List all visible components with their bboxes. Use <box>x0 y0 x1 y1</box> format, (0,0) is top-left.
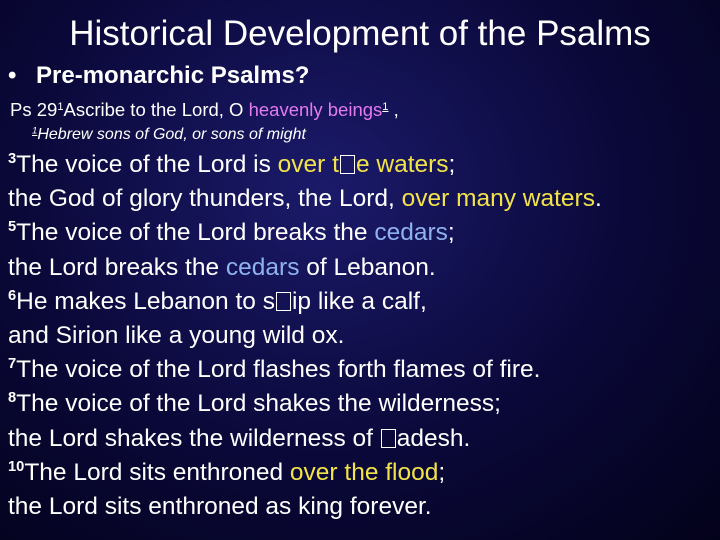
reference-trailing: , <box>388 99 399 120</box>
verse-number: 8 <box>8 390 17 407</box>
footnote-marker: 1 <box>382 100 389 113</box>
bullet-text: Pre-monarchic Psalms? <box>36 62 310 89</box>
footnote-text: Hebrew sons of God, or sons of might <box>37 126 306 143</box>
verse-number: 7 <box>8 356 17 373</box>
bullet-icon: • <box>8 62 17 89</box>
verse-text: the Lord sits enthroned as king forever. <box>8 492 432 520</box>
verse-block <box>8 148 713 524</box>
verse-text: The voice of the Lord flashes forth flames of fire. <box>16 356 541 384</box>
footnote <box>32 125 306 145</box>
verse-line <box>8 319 713 353</box>
heavenly-beings-highlight: heavenly beings <box>248 99 383 120</box>
reference-text: Ascribe to the Lord, O <box>63 99 249 120</box>
verse-text: The voice of the Lord shakes the wilderness; <box>16 390 501 418</box>
verse-text: the Lord shakes the wilderness of <box>8 424 380 452</box>
verse-highlight: cedars <box>374 219 448 247</box>
footnote-mark: 1 <box>32 125 38 137</box>
verse-text: adesh. <box>396 424 471 452</box>
verse-line <box>8 182 713 216</box>
verse-highlight: over the flood <box>289 458 439 486</box>
verse-text: and Sirion like a young wild ox. <box>8 321 345 349</box>
verse-line <box>8 387 713 421</box>
verse-text: of Lebanon. <box>299 253 436 281</box>
verse-text: ; <box>447 219 455 247</box>
verse-text: The Lord sits enthroned <box>24 458 290 486</box>
slide-title: Historical Development of the Psalms <box>69 14 651 53</box>
verse-number: 10 <box>8 458 25 475</box>
bullet-heading <box>8 62 309 90</box>
verse-line <box>8 422 713 456</box>
verse-highlight: cedars <box>225 253 300 281</box>
missing-glyph-icon <box>276 292 291 311</box>
verse-line <box>8 148 713 182</box>
verse-line <box>8 251 713 285</box>
verse-line <box>8 353 713 387</box>
verse-text: ; <box>448 151 456 178</box>
verse-number: 3 <box>8 151 17 168</box>
verse-text: ip like a calf, <box>291 287 427 315</box>
verse-highlight: e waters <box>355 151 449 178</box>
verse-line <box>8 456 713 490</box>
verse-highlight: over t <box>277 151 339 178</box>
verse-text: The voice of the Lord is <box>16 151 278 178</box>
psalm-chapter: Ps 29 <box>10 99 58 120</box>
verse-text: The voice of the Lord breaks the <box>16 219 375 247</box>
verse-line <box>8 216 713 250</box>
verse-number: 1 <box>57 100 64 113</box>
verse-highlight: over many waters <box>401 185 595 213</box>
verse-text: He makes Lebanon to s <box>16 287 275 315</box>
verse-number: 6 <box>8 287 17 304</box>
verse-text: . <box>594 185 602 213</box>
missing-glyph-icon <box>381 429 396 448</box>
missing-glyph-icon <box>340 155 355 174</box>
verse-line <box>8 285 713 319</box>
psalm-reference-line <box>10 99 399 121</box>
verse-text: the God of glory thunders, the Lord, <box>8 185 402 213</box>
verse-text: ; <box>438 458 446 486</box>
verse-number: 5 <box>8 219 17 236</box>
verse-text: the Lord breaks the <box>8 253 226 281</box>
verse-line <box>8 490 713 524</box>
